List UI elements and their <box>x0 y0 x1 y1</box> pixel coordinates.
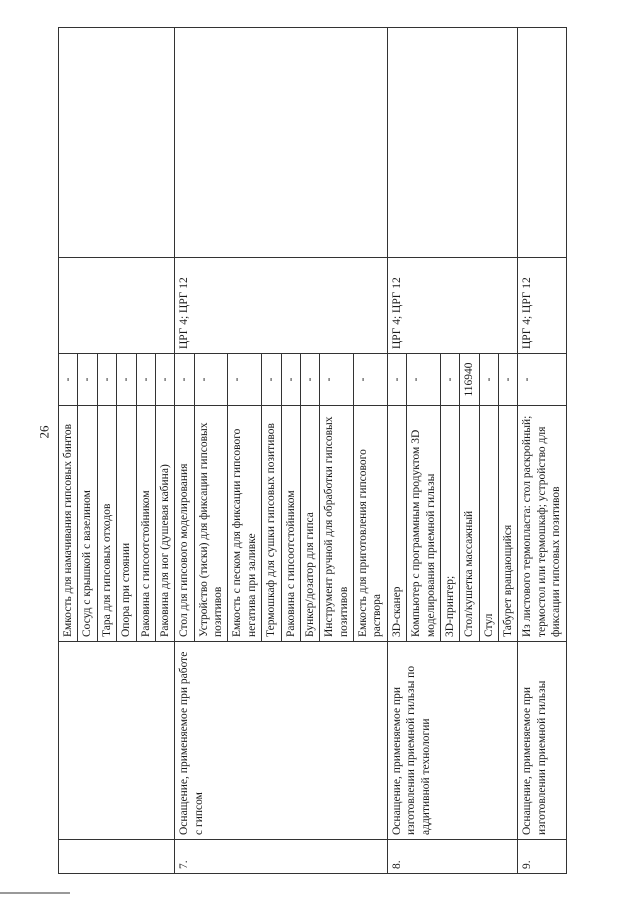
scan-edge-mark <box>0 892 70 894</box>
equipment-item: 3D-принтер; <box>440 406 459 642</box>
item-code: - <box>117 354 136 406</box>
table-row <box>387 28 406 874</box>
equipment-group <box>59 642 175 840</box>
item-code: - <box>387 354 406 406</box>
equipment-item: Термошкаф для сушки гипсовых позитивов <box>262 406 281 642</box>
row-number: 7. <box>175 840 388 874</box>
item-code: - <box>97 354 116 406</box>
reference-code <box>59 258 175 354</box>
item-code: 116940 <box>460 354 479 406</box>
equipment-item: Раковина для ног (душевая кабина) <box>155 406 174 642</box>
equipment-item: Из листового термопласта: стол раскройный; термостол или термошкаф; устройство для фиксации гипсовых позитивов <box>518 406 566 642</box>
table-row <box>518 28 566 874</box>
equipment-item: Емкость для намачивания гипсовых бинтов <box>59 406 78 642</box>
equipment-item: Опора при стоянии <box>117 406 136 642</box>
reference-code: ЦРГ 4; ЦРГ 12 <box>387 258 518 354</box>
item-code: - <box>136 354 155 406</box>
equipment-item: Раковина с гипсоотстойником <box>281 406 300 642</box>
equipment-item: Емкость для приготовления гипсового раствора <box>354 406 388 642</box>
equipment-item: Емкость с песком для фиксации гипсового негатива при заливке <box>228 406 262 642</box>
page-number: 26 <box>36 425 52 439</box>
empty-cell <box>175 28 388 258</box>
item-code: - <box>228 354 262 406</box>
item-code: - <box>479 354 498 406</box>
item-code: - <box>499 354 518 406</box>
document-table-wrapper <box>58 28 612 874</box>
table-row <box>59 28 78 874</box>
item-code: - <box>518 354 566 406</box>
equipment-group: Оснащение, применяемое при изготовлении приемной гильзы <box>518 642 566 840</box>
item-code: - <box>407 354 441 406</box>
equipment-item: Тара для гипсовых отходов <box>97 406 116 642</box>
item-code: - <box>262 354 281 406</box>
reference-code: ЦРГ 4; ЦРГ 12 <box>518 258 566 354</box>
equipment-item: Сосуд с крышкой с вазелином <box>78 406 97 642</box>
equipment-item: Инструмент ручной для обработки гипсовых позитивов <box>320 406 354 642</box>
equipment-group: Оснащение, применяемое при работе с гипсом <box>175 642 388 840</box>
equipment-item: Компьютер с программным продуктом 3D моделирования приемной гильзы <box>407 406 441 642</box>
item-code: - <box>281 354 300 406</box>
row-number: 8. <box>387 840 518 874</box>
equipment-item: Стол/кушетка массажный <box>460 406 479 642</box>
item-code: - <box>194 354 228 406</box>
item-code: - <box>440 354 459 406</box>
row-number <box>59 840 175 874</box>
item-code: - <box>175 354 194 406</box>
item-code: - <box>300 354 319 406</box>
equipment-group: Оснащение, применяемое при изготовлении приемной гильзы по аддитивной технологии <box>387 642 518 840</box>
equipment-item: Раковина с гипсоотстойником <box>136 406 155 642</box>
empty-cell <box>387 28 518 258</box>
item-code: - <box>59 354 78 406</box>
item-code: - <box>155 354 174 406</box>
equipment-item: Стул <box>479 406 498 642</box>
equipment-table <box>58 27 567 874</box>
item-code: - <box>354 354 388 406</box>
empty-cell <box>59 28 175 258</box>
equipment-item: Устройство (тиски) для фиксации гипсовых позитивов <box>194 406 228 642</box>
item-code: - <box>320 354 354 406</box>
empty-cell <box>518 28 566 258</box>
reference-code: ЦРГ 4; ЦРГ 12 <box>175 258 388 354</box>
equipment-item: Бункер/дозатор для гипса <box>300 406 319 642</box>
equipment-item: Табурет вращающийся <box>499 406 518 642</box>
equipment-item: 3D-сканер <box>387 406 406 642</box>
row-number: 9. <box>518 840 566 874</box>
equipment-item: Стол для гипсового моделирования <box>175 406 194 642</box>
table-row <box>175 28 194 874</box>
item-code: - <box>78 354 97 406</box>
